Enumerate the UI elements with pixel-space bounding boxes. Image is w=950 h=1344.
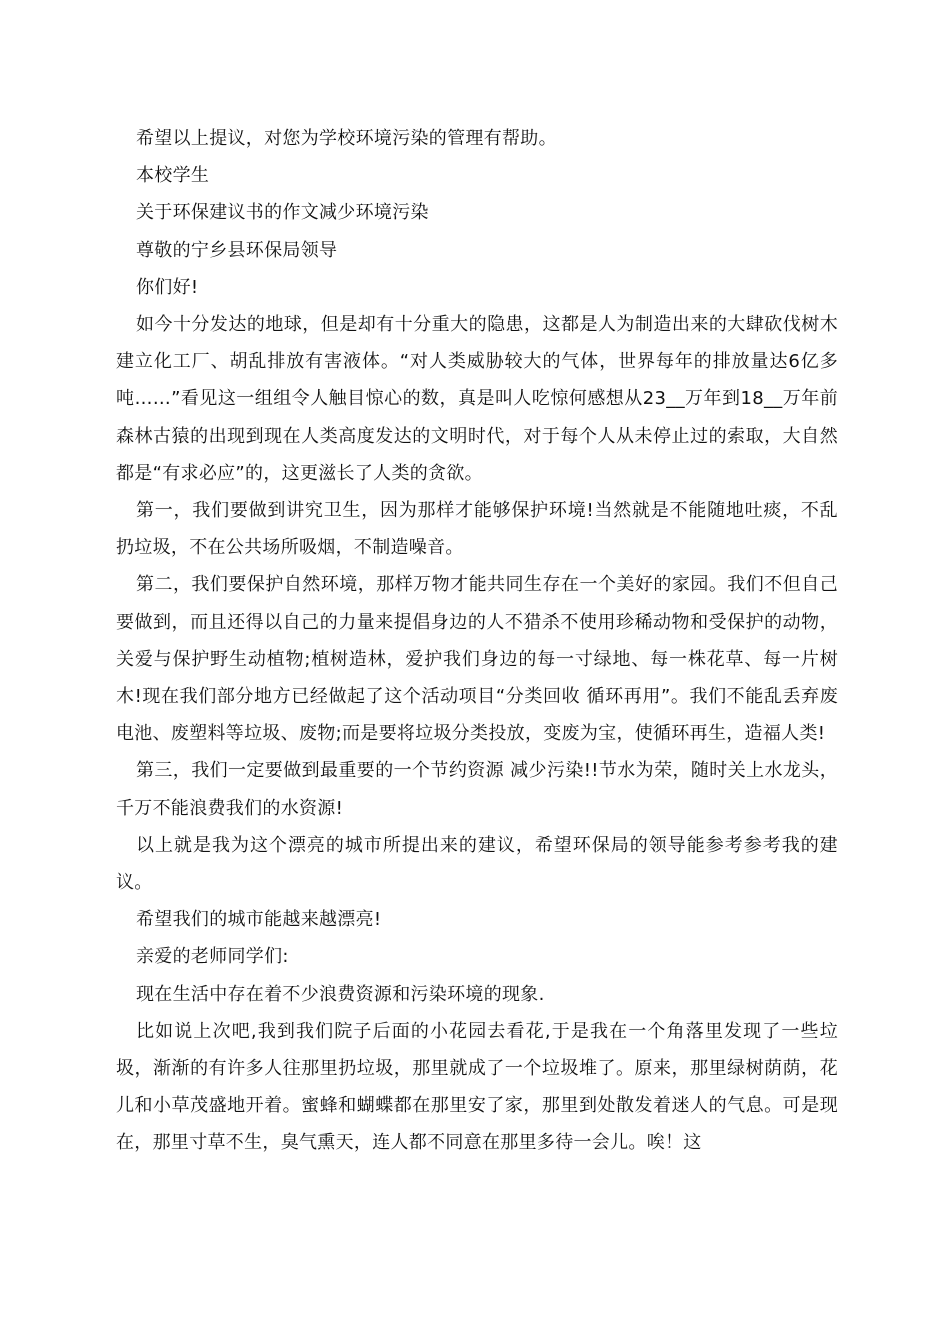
paragraph-point-one: 第一，我们要做到讲究卫生，因为那样才能够保护环境!当然就是不能随地吐痰，不乱扔垃圾，不在公共场所吸烟，不制造噪音。 [116,500,838,559]
paragraph-signature: 本校学生 [136,165,210,187]
paragraph-story: 比如说上次吧,我到我们院子后面的小花园去看花,于是我在一个角落里发现了一些垃圾，渐渐的有许多人往那里扔垃圾，那里就成了一个垃圾堆了。原来，那里绿树荫荫，花儿和小草茂盛地开着。蜜蜂和蝴蝶都在那里安了家，那里到处散发着迷人的气息。可是现在，那里寸草不生，臭气熏天，连人都不同意在那里多待一会儿。唉！这 [116,1020,838,1154]
paragraph-intro: 如今十分发达的地球，但是却有十分重大的隐患，这都是人为制造出来的大肆砍伐树木建立化工厂、胡乱排放有害液体。“对人类威胁较大的气体，世界每年的排放量达6亿多吨……”看见这一组组令人触目惊心的数，真是叫人吃惊何感想从23__万年到18__万年前森林古猿的出现到现在人类高度发达的文明时代，对于每个人从未停止过的索取，大自然都是“有求必应”的，这更滋长了人类的贪欲。 [116,314,838,484]
paragraph-greeting: 你们好! [136,276,199,298]
paragraph-closing-wish: 希望以上提议，对您为学校环境污染的管理有帮助。 [136,128,557,149]
paragraph-point-three: 第三，我们一定要做到最重要的一个节约资源 减少污染!!节水为荣，随时关上水龙头，千万不能浪费我们的水资源! [116,760,838,819]
paragraph-point-two: 第二，我们要保护自然环境，那样万物才能共同生存在一个美好的家园。我们不但自己要做到，而且还得以自己的力量来提倡身边的人不猎杀不使用珍稀动物和受保护的动物，关爱与保护野生动植物;植树造林，爱护我们身边的每一寸绿地、每一株花草、每一片树木!现在我们部分地方已经做起了这个活动项目“分类回收 循环再用”。我们不能乱丢弃废电池、废塑料等垃圾、废物;而是要将垃圾分类投放，变废为宝，使循环再生，造福人类! [116,574,838,745]
paragraph-salutation: 尊敬的宁乡县环保局领导 [136,239,338,261]
document-body [116,120,838,1162]
paragraph-salutation-two: 亲爱的老师同学们: [136,946,289,968]
paragraph-conclusion: 以上就是我为这个漂亮的城市所提出来的建议，希望环保局的领导能参考参考我的建议。 [116,834,838,894]
paragraph-hope: 希望我们的城市能越来越漂亮! [136,909,382,931]
paragraph-observation: 现在生活中存在着不少浪费资源和污染环境的现象. [136,983,545,1005]
paragraph-title: 关于环保建议书的作文减少环境污染 [136,202,429,224]
